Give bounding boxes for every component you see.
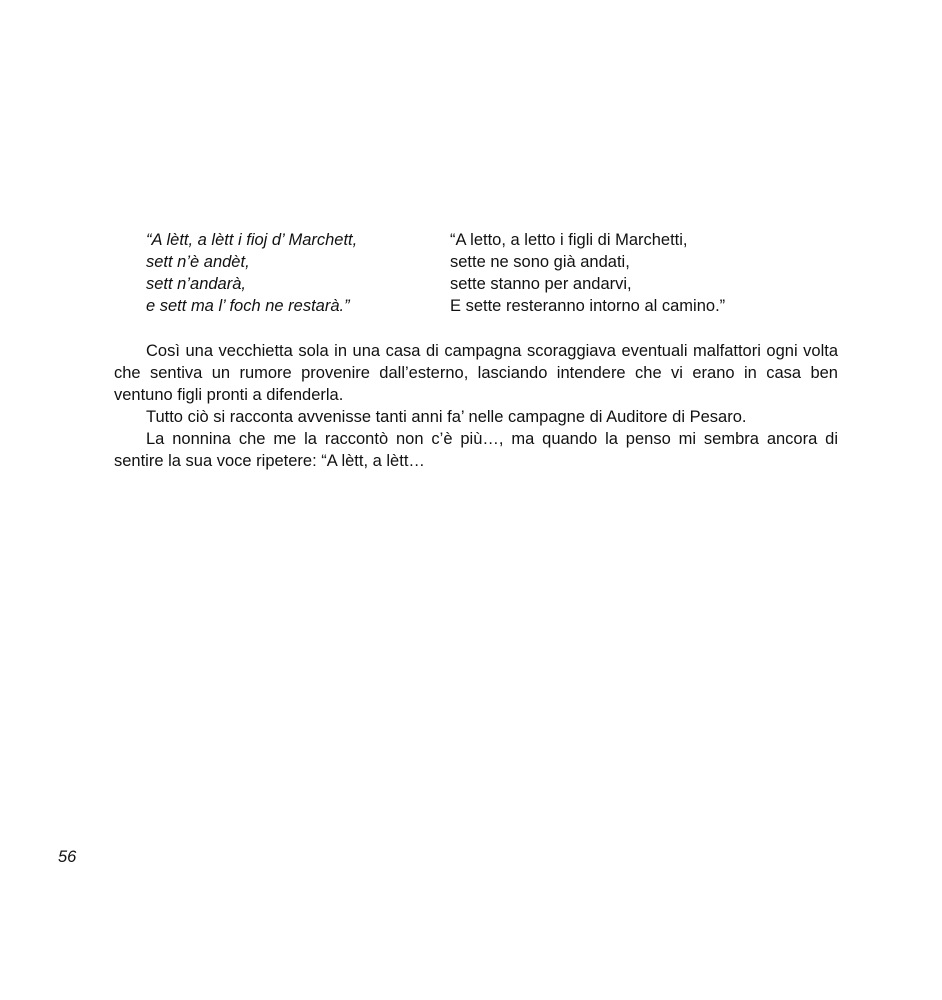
poem-dialect-line: e sett ma l’ foch ne restarà.” xyxy=(146,297,350,315)
poem-italian-column xyxy=(450,229,725,317)
poem-dialect-line: “A lètt, a lètt i fioj d’ Marchett, xyxy=(146,231,358,249)
prose-paragraph: Tutto ciò si racconta avvenisse tanti anni fa’ nelle campagne di Auditore di Pesaro. xyxy=(146,408,747,426)
prose-paragraph: La nonnina che me la raccontò non c’è più…, ma quando la penso mi sembra ancora di sentire la sua voce ripetere: “A lètt, a lètt… xyxy=(114,430,838,470)
poem-italian-line: sette stanno per andarvi, xyxy=(450,275,632,293)
poem-italian-line: E sette resteranno intorno al camino.” xyxy=(450,297,726,315)
poem-dialect-line: sett n’andarà, xyxy=(146,275,246,293)
prose-paragraph: Così una vecchietta sola in una casa di campagna scoraggiava eventuali malfattori ogni volta che sentiva un rumore provenire dall’esterno, lasciando intendere che vi erano in casa ben ventuno figli pronti a difenderla. xyxy=(114,342,838,404)
poem-italian-line: “A letto, a letto i figli di Marchetti, xyxy=(450,231,688,249)
prose-block xyxy=(114,340,838,472)
poem-italian-line: sette ne sono già andati, xyxy=(450,253,630,271)
poem-dialect-column xyxy=(146,229,357,317)
page-number: 56 xyxy=(58,848,77,866)
poem-dialect-line: sett n’è andèt, xyxy=(146,253,250,271)
